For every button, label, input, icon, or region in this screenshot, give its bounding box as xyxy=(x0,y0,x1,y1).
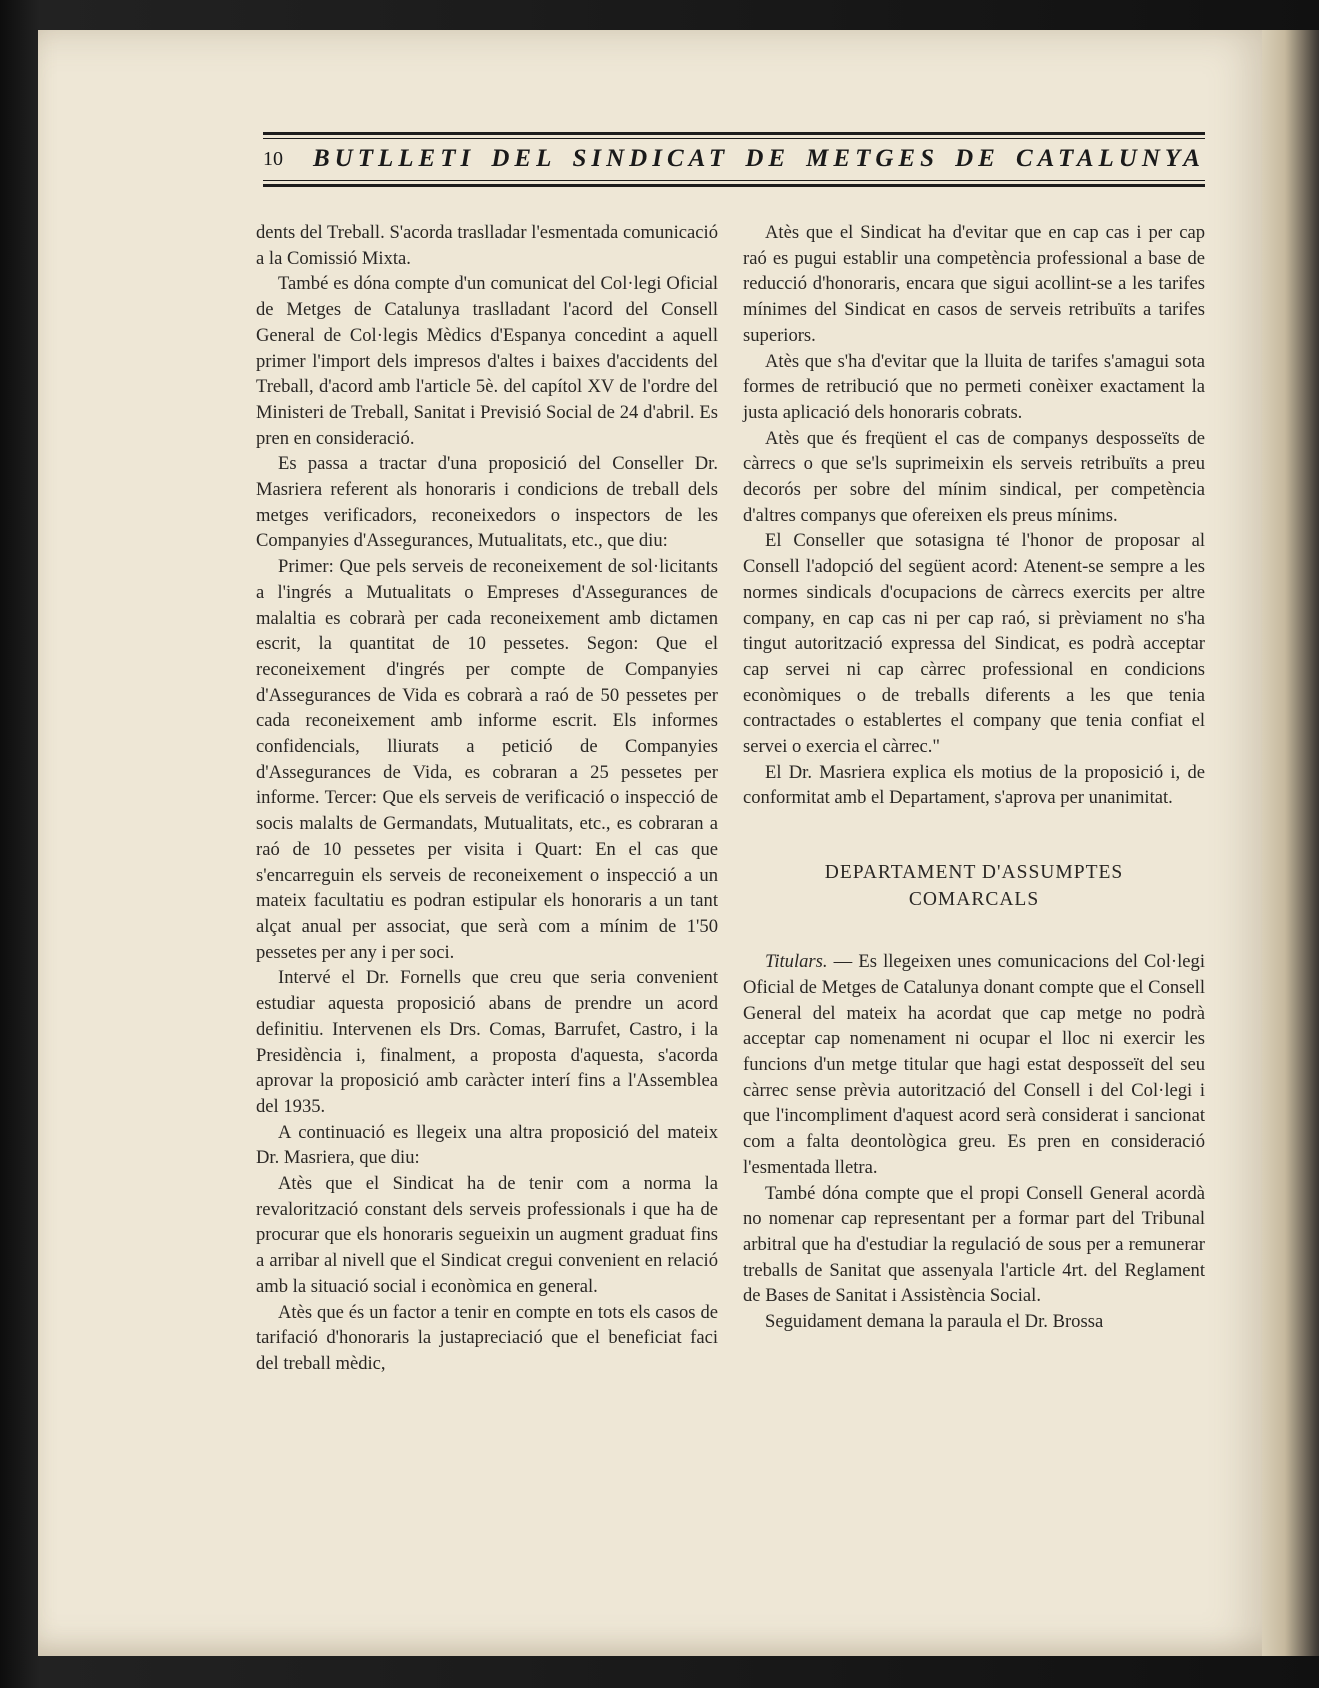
paragraph: Atès que s'ha d'evitar que la lluita de tarifes s'amagui sota formes de retribució que no permeti conèixer exactament la justa aplicació dels honoraris cobrats. xyxy=(743,350,1205,423)
header-rule-top xyxy=(263,132,1205,135)
paragraph: A continuació es llegeix una altra proposició del mateix Dr. Masriera, que diu: xyxy=(256,1121,718,1169)
next-page-edge xyxy=(1262,30,1319,1656)
running-title-word: METGES xyxy=(806,145,939,172)
running-title-word: BUTLLETI xyxy=(313,145,476,172)
header-rule-bottom-thin xyxy=(263,180,1205,181)
paragraph: Es passa a tractar d'una proposició del Conseller Dr. Masriera referent als honoraris i condicions de treball dels metges verificadors, reconeixedors o inspectors de les Companyies d'Assegurances, Mutualitats, etc., que diu: xyxy=(256,453,718,552)
section-heading-line: COMARCALS xyxy=(908,889,1040,911)
paragraph: Atès que el Sindicat ha d'evitar que en cap cas i per cap raó es pugui establir una competència professional a base de reducció d'honoraris, encara que sigui acollint-se a les tarifes mínimes del Sindicat en casos de serveis retribuïts a tarifes superiors. xyxy=(743,222,1205,346)
paragraph: També es dóna compte d'un comunicat del Col·legi Oficial de Metges de Catalunya traslladant l'acord del Consell General de Col·legis Mèdics d'Espanya concedint a aquell primer l'import dels impresos d'altes i baixes d'accidents del Treball, d'acord amb l'article 5è. del capítol XV de l'ordre del Ministeri de Treball, Sanitat i Previsió Social de 24 d'abril. Es pren en consideració. xyxy=(256,273,718,449)
running-title-word: CATALUNYA xyxy=(1015,145,1205,172)
running-title-word: DE xyxy=(955,145,1000,172)
paragraph: Intervé el Dr. Fornells que creu que seria convenient estudiar aquesta proposició abans de prendre un acord definitiu. Intervenen els Drs. Comas, Barrufet, Castro, i la Presidència i, finalment, a proposta d'aquesta, s'acorda aprovar la proposició amb caràcter interí fins a l'Assemblea del 1935. xyxy=(256,967,718,1117)
header-rule-top-thin xyxy=(263,138,1205,139)
page-header xyxy=(263,144,1205,174)
paragraph: Seguidament demana la paraula el Dr. Brossa xyxy=(765,1311,1104,1333)
running-title-word: SINDICAT xyxy=(572,145,730,172)
paragraph: També dóna compte que el propi Consell General acordà no nomenar cap representant per a formar part del Tribunal arbitral que ha d'estudiar la regulació de sous per a remunerar treballs de Sanitat que assenyala l'article 4rt. del Reglament de Bases de Sanitat i Assistència Social. xyxy=(743,1182,1205,1307)
header-rule-bottom xyxy=(263,184,1205,187)
paragraph: dents del Treball. S'acorda traslladar l'esmentada comunicació a la Comissió Mixta. xyxy=(256,222,718,269)
paragraph: Atès que és un factor a tenir en compte en tots els casos de tarifació d'honoraris la justapreciació que el beneficiat faci del treball mèdic, xyxy=(256,1301,718,1374)
right-column xyxy=(743,220,1205,1335)
titulars-label: Titulars. xyxy=(765,951,828,973)
paragraph: Atès que és freqüent el cas de companys desposseïts de càrrecs o que se'ls suprimeixin els serveis retribuïts a preu decorós per sobre del mínim sindical, per competència d'altres companys que ofereixen els preus mínims. xyxy=(743,427,1205,526)
paragraph-titulars xyxy=(743,949,1205,1180)
left-column xyxy=(256,220,718,1377)
paragraph: Primer: Que pels serveis de reconeixement de sol·licitants a l'ingrés a Mutualitats o Empreses d'Assegurances de malaltia es cobrarà per cada reconeixement amb dictamen escrit, la quantitat de 10 pessetes. Segon: Que el reconeixement d'ingrés per compte de Companyies d'Assegurances de Vida es cobrarà a raó de 50 pessetes per cada reconeixement amb informe escrit. Els informes confidencials, lliurats a petició de Companyies d'Assegurances de Vida, es cobraran a 25 pessetes per informe. Tercer: Que els serveis de verificació o inspecció de socis malalts de Germandats, Mutualitats, etc., es cobraran a raó de 10 pessetes per visita i Quart: En el cas que s'encarreguin els serveis de reconeixement o inspecció a un mateix facultatiu es podran estipular els honoraris a un tant alçat anual per associat, que serà com a mínim de 1'50 pessetes per any i per soci. xyxy=(256,556,718,963)
page-number: 10 xyxy=(263,147,283,170)
running-title-word: DE xyxy=(745,145,791,172)
paragraph: Atès que el Sindicat ha de tenir com a norma la revalorització constant dels serveis professionals i que ha de procurar que els honoraris segueixin un augment graduat fins a arribar al nivell que el Sindicat cregui convenient en relació amb la situació social i econòmica en general. xyxy=(256,1173,718,1297)
section-heading xyxy=(743,859,1205,913)
section-heading-line: DEPARTAMENT D'ASSUMPTES xyxy=(824,862,1124,884)
running-title-word: DEL xyxy=(491,145,557,172)
titulars-text: — Es llegeixen unes comunicacions del Col·legi Oficial de Metges de Catalunya donant compte que el Consell General del mateix ha acordat que cap metge no podrà acceptar cap nomenament ni ocupar el lloc ni exercir les funcions d'un metge titular que hagi estat desposseït del seu càrrec sense prèvia autorització del Consell i del Col·legi i que l'incompliment d'aquest acord serà considerat i sancionat com a falta deontològica greu. Es pren en consideració l'esmentada lletra. xyxy=(743,951,1205,1178)
running-title xyxy=(313,145,1205,173)
paragraph: El Dr. Masriera explica els motius de la proposició i, de conformitat amb el Departament, s'aprova per unanimitat. xyxy=(743,761,1205,809)
paragraph: El Conseller que sotasigna té l'honor de proposar al Consell l'adopció del següent acord: Atenent-se sempre a les normes sindicals d'ocupacions de càrrecs exercits per altre company, en cap cas ni per cap raó, si prèviament no s'ha tingut autorització expressa del Sindicat, es podrà acceptar cap servei ni cap càrrec professional en condicions econòmiques o de treballs diferents a les que tenia contractades o establertes el company que tenia confiat el servei o exercia el càrrec." xyxy=(743,530,1205,758)
